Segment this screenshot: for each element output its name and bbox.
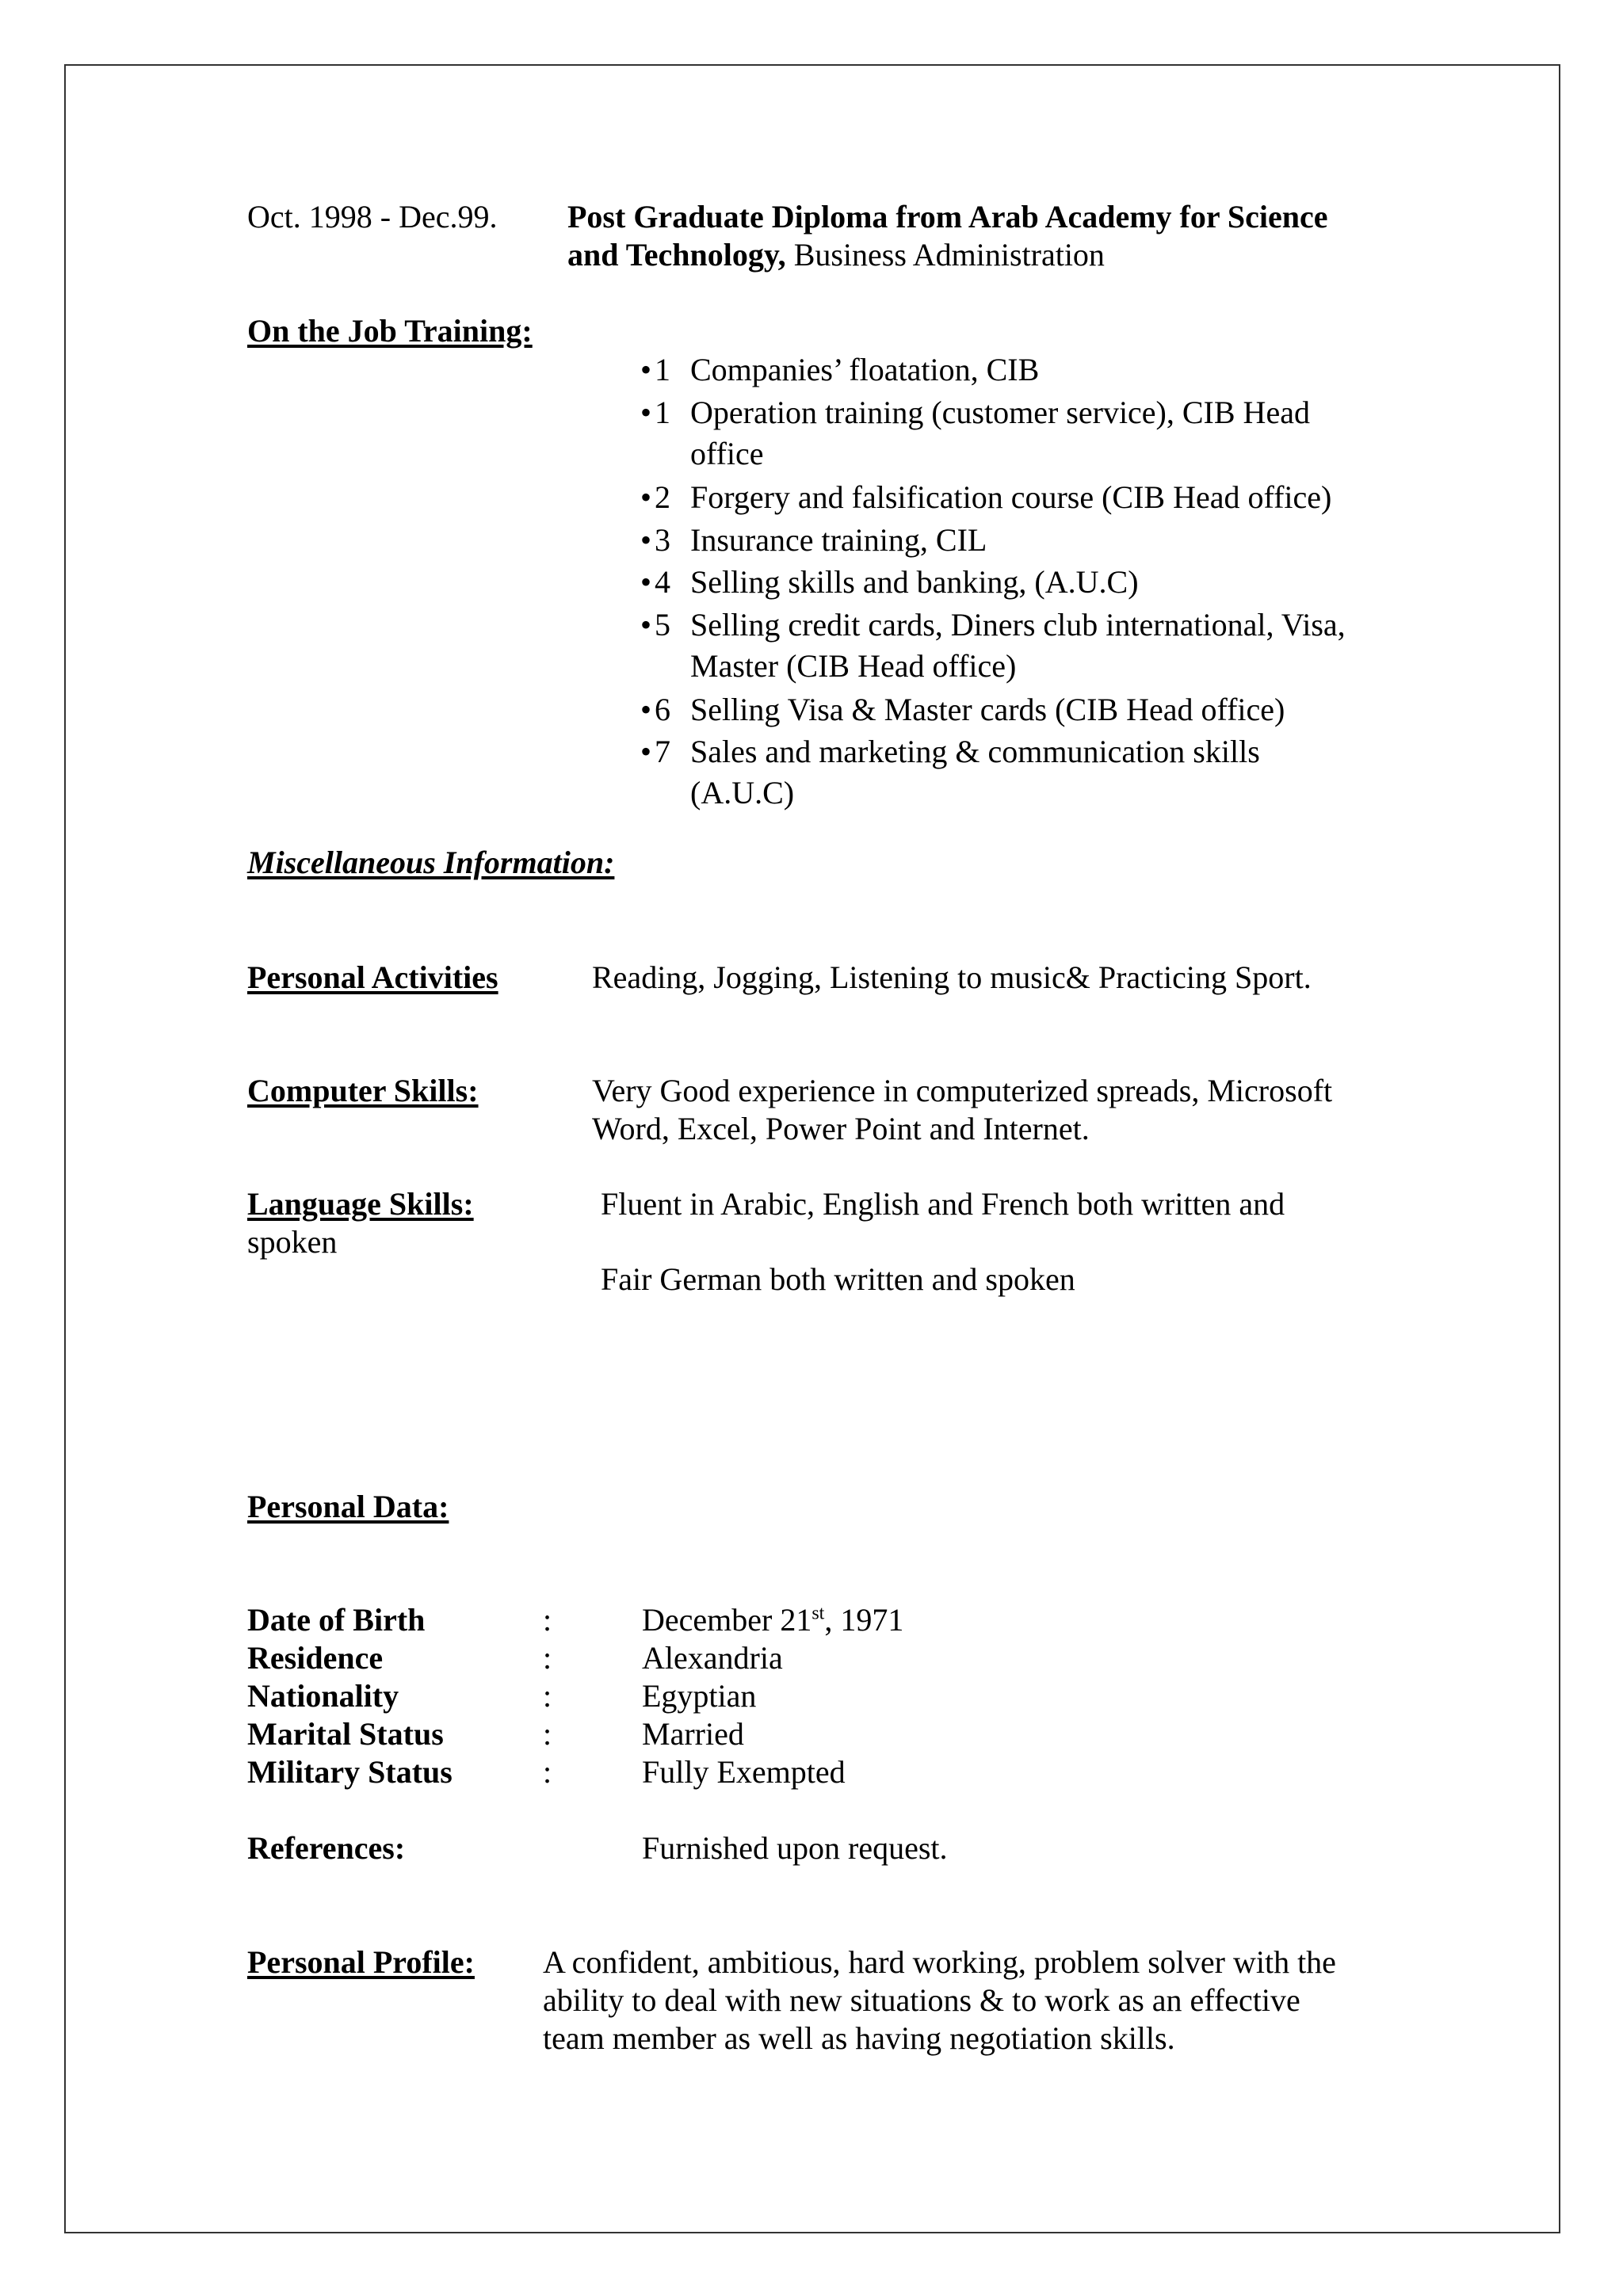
computer-skills-label: Computer Skills: xyxy=(247,1073,479,1108)
training-bullet-glyph: • xyxy=(640,607,652,643)
marital-status-colon: : xyxy=(543,1716,552,1752)
training-item-text: Selling credit cards, Diners club international, Visa, xyxy=(690,607,1346,643)
activities-value: Reading, Jogging, Listening to music& Practicing Sport. xyxy=(592,959,1312,995)
nationality-label: Nationality xyxy=(247,1678,399,1714)
profile-line3: team member as well as having negotiation skills. xyxy=(543,2020,1175,2056)
military-status-label: Military Status xyxy=(247,1754,453,1790)
activities-label: Personal Activities xyxy=(247,959,498,995)
training-bullet-glyph: • xyxy=(640,395,652,430)
military-status-colon: : xyxy=(543,1754,552,1790)
references-label: References: xyxy=(247,1830,406,1866)
training-item-number: 1 xyxy=(655,352,670,387)
military-status-value: Fully Exempted xyxy=(642,1754,846,1790)
training-item-text-continued: Master (CIB Head office) xyxy=(690,648,1017,684)
training-item-number: 4 xyxy=(655,564,670,600)
education-institution-tail: and Technology, xyxy=(567,237,786,273)
education-title-line1: Post Graduate Diploma from Arab Academy for Science xyxy=(567,199,1328,235)
language-skills-label: Language Skills: xyxy=(247,1186,474,1222)
training-item-text: Operation training (customer service), CIB Head xyxy=(690,395,1310,430)
training-item-text: Selling Visa & Master cards (CIB Head office) xyxy=(690,692,1285,727)
language-skills-line2: spoken xyxy=(247,1224,338,1260)
training-bullet-glyph: • xyxy=(640,564,652,600)
training-item-number: 2 xyxy=(655,479,670,515)
training-bullet-glyph: • xyxy=(640,692,652,727)
training-bullet-glyph: • xyxy=(640,479,652,515)
training-item-text: Insurance training, CIL xyxy=(690,522,987,558)
training-item-text-continued: (A.U.C) xyxy=(690,775,795,810)
training-item-text-continued: office xyxy=(690,436,764,471)
dob-year: , 1971 xyxy=(824,1602,904,1638)
profile-line2: ability to deal with new situations & to work as an effective xyxy=(543,1982,1300,2018)
computer-skills-line1: Very Good experience in computerized spreads, Microsoft xyxy=(592,1073,1333,1108)
nationality-colon: : xyxy=(543,1678,552,1714)
training-item-number: 3 xyxy=(655,522,670,558)
training-bullet-glyph: • xyxy=(640,522,652,558)
references-value: Furnished upon request. xyxy=(642,1830,948,1866)
residence-colon: : xyxy=(543,1640,552,1676)
marital-status-value: Married xyxy=(642,1716,744,1752)
education-date: Oct. 1998 - Dec.99. xyxy=(247,199,498,235)
marital-status-label: Marital Status xyxy=(247,1716,444,1752)
dob-day: December 21 xyxy=(642,1602,812,1638)
training-bullet-glyph: • xyxy=(640,352,652,387)
dob-colon: : xyxy=(543,1602,552,1638)
residence-value: Alexandria xyxy=(642,1640,783,1676)
training-item-number: 1 xyxy=(655,395,670,430)
training-bullet-glyph: • xyxy=(640,734,652,769)
residence-label: Residence xyxy=(247,1640,384,1676)
language-skills-line3: Fair German both written and spoken xyxy=(601,1261,1075,1297)
nationality-value: Egyptian xyxy=(642,1678,757,1714)
education-field: Business Administration xyxy=(785,237,1105,273)
misc-heading: Miscellaneous Information: xyxy=(247,845,615,880)
training-item-text: Companies’ floatation, CIB xyxy=(690,352,1040,387)
training-item-number: 5 xyxy=(655,607,670,643)
education-title-line2 xyxy=(567,236,1105,274)
dob-label: Date of Birth xyxy=(247,1602,426,1638)
profile-line1: A confident, ambitious, hard working, problem solver with the xyxy=(543,1944,1336,1980)
training-item-text: Sales and marketing & communication skills xyxy=(690,734,1260,769)
training-item-number: 7 xyxy=(655,734,670,769)
training-item-text: Forgery and falsification course (CIB Head office) xyxy=(690,479,1332,515)
personal-data-heading: Personal Data: xyxy=(247,1489,449,1524)
computer-skills-line2: Word, Excel, Power Point and Internet. xyxy=(592,1111,1090,1146)
training-heading: On the Job Training: xyxy=(247,313,533,349)
training-item-text: Selling skills and banking, (A.U.C) xyxy=(690,564,1139,600)
dob-ordinal: st xyxy=(812,1603,825,1624)
training-item-number: 6 xyxy=(655,692,670,727)
language-skills-line1: Fluent in Arabic, English and French both written and xyxy=(601,1186,1285,1222)
dob-value xyxy=(642,1601,903,1639)
profile-label: Personal Profile: xyxy=(247,1944,475,1980)
